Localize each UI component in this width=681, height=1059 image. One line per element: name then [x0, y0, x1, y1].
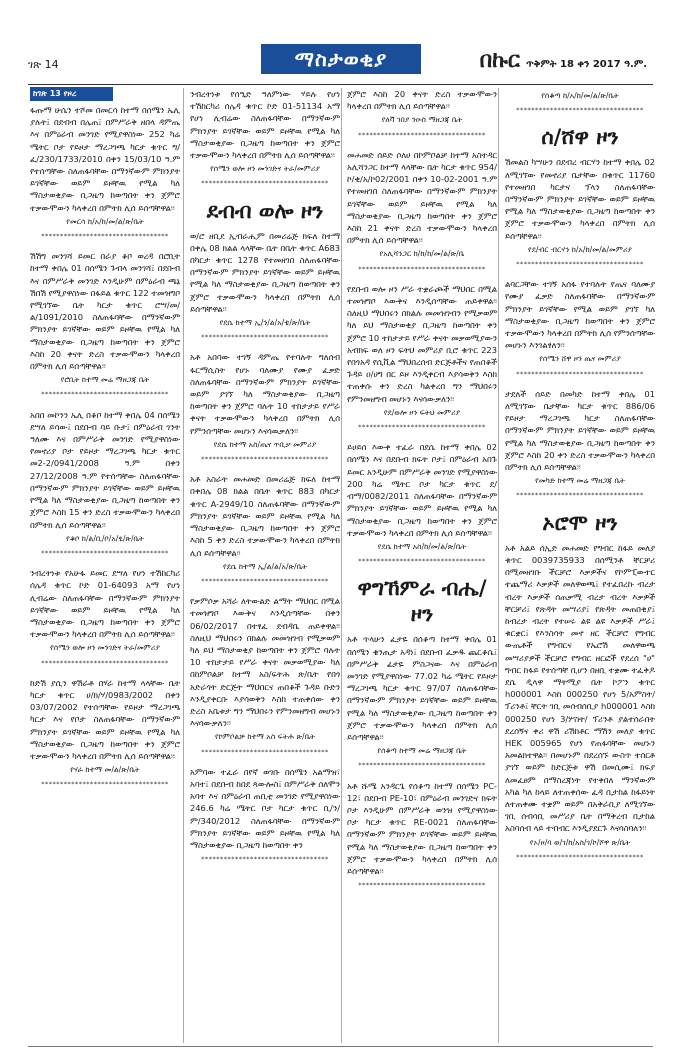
notice-separator: **********************************	[201, 576, 329, 585]
column-divider	[341, 88, 342, 1043]
issue-date: ጥቅምት 18 ቀን 2017 ዓ.ም.	[526, 59, 647, 70]
bottom-rule	[28, 1046, 653, 1047]
notice-signature: የለቫ ገበያ ንዑስ ማዘጋጃ ቤት	[381, 115, 463, 125]
notice-signature: የአሊሻንጋር ከ/ከ/ከ/መ/ል/ጽ/ቤ	[379, 249, 465, 259]
notice-separator: **********************************	[41, 390, 169, 399]
column-1	[30, 104, 180, 799]
notice-signature: የሃራ ከተማ መ/ል/ጽ/ቤት	[70, 765, 140, 775]
notice-separator: **********************************	[358, 557, 486, 566]
notice-text: መሐመድ ሰይድ ሶለሀ በኮምቦልቻ ከተማ አስተዳር አሊሻንጋር ከተማ ላላቸው ቤት ካርታ ቁጥር 954/ኮ/ቂ/አ/ኮ02/2001 በቀን 10-02-2001 ዓ.ም የተመዘገበ ስለጠፋባቸው በማንኛውም ምክንያት ይገኛቸው ወይም ይዞቸዉ የሚል ካለ ማስታወቂያው ቢጋዜጣ ከወጣበት ቀን ጀምሮ እስከ 21 ቀናት ድረስ ተቃውሞውን ካላቀረበ በምትክ ሊሰ ይሰጣቸዋል፡፡	[347, 149, 497, 246]
notice-signature: የሰሜን ወሎ ዞን መንገድና ትራ/መምሪያ	[50, 643, 160, 653]
notice-text: ታደለች ሰይድ በመካድ ከተማ ቀበሌ 01 ለሚገኘው ቤታቸው ካርታ ቁጥር 886/06 የይዞታ ማረጋገጫ ካርታ ስለጠፋባቸው በማንኛውም ምክንያት ይገኛቸው ወይም ይዞቸዉ የሚል ካለ ማስታወቂያው ቢጋዜጣ ከወጣበት ቀን ጀምሮ እስከ 20 ቀን ድረስ ተቃውሞውን ካላቀረበ በምትክ ሊሰ ይሰጣቸዋል፡፡	[505, 388, 655, 473]
notice-signature: የደ/ብር ብርሃን ከ/አ/ከ/መ/ል/መምሪያ	[527, 244, 633, 254]
section-title: ማስታወቂያ	[261, 44, 421, 74]
notice-text: አቶ አልይ ሰኢድ መሐመድ የግብር ከፋይ መለያ ቁጥር 0039735933 በሰሚንቶ ቸርቻሪ በሚመዘገቡ ችርቻሮ እቃዎችና የኮምፒውተር ተጨማሪ እቃዎች መለዋወጫ፤ የተፈበረኩ ብረታ ብረት እቃዎች ሰጠቃሚ ብረታ ብረት እቃዎች ቸርቻሪ፤ የጽዳት መሣሪያ፤ የጽዳት መጠበቂያ፤ ከብረታ ብረት የተሠሩ ልዩ ልዩ እቃዎች ሥራ፤ ቁርቋር፤ የእንስሳት መኖ ዘር ችርቻሮ የግብር ውጤቶች የግብርና የኤሮሽ መለዋወጫ መሣሪያዎች ችርቻሮ የግብር ዘርፎች የደረሰ "ሀ" ግብር ከፋይ የተሰጣቸ ቢሆን በዘቢ ተቋሙ ተፈቅዶ ደሴ ዲላዋ ማትሚያ ቤት ኮፖን ቁጥር h000001 እስከ 000250 የሆነ 5/አምስት/ ፕሪንቶ፤ ቸርት ገቢ መሰብሰቢያ h000001 እስከ 000250 የሆነ 3/ሦስት/ ፕሪንቶ ያልተሰራበት ደረሰኝና ቀሪ ዋሽ ሪሽከቶር ማሽን መለያ ቁጥር HEK 005965 የሆነ የጠፋባቸው መሆኑን አመልክተዋል፡፡ በመሆኑም በደረሰኙ ውስጥ ተሰርቶ ያገኘ ወይም ከድርጅቱ ዋሽ በመሲሙ፤ ክፍያ ለመፈፀም በማስረጃነት የተቀበለ ማንኛውም አካል ካለ ከላይ ለተጠቀሰው ፈዳ ቢታከል ከፋይነት ለተጠቀሙ ተቋም ወይም በአቅራቢያ ለሚገኘው ገቢ ሰብሳቢ መሥሪያ ቤት በማቅረብ ቢታከል አስባሰብ ላይ ተብብር እንዲያደርጉ እናሳስባለን፡፡	[505, 542, 655, 834]
notice-separator: **********************************	[201, 455, 329, 464]
notice-signature: የመካድ ከተማ መሬ ማዘጋጃ ቤት	[535, 476, 625, 486]
notice-separator: **********************************	[358, 881, 486, 890]
notice-signature: የደሴ ከተማ አስ/ከ/መ/ል/ጽ/ቤት	[377, 541, 467, 551]
notice-separator: **********************************	[41, 232, 169, 241]
notice-signature: የደሴ ከተማ ኢ/ል/ል/አ/ጽ/ቤት	[222, 561, 307, 571]
notice-text: ንብረትነቱ የሰዒድ ዓለምነው ሃይሉ የሆነ ተሽከርካሪ ሰሌዳ ቁጥር ኮድ 01-51134 አማ የሆነ ሊብሬው ስለጠፋባቸው በማንኛውም ምክንያት ይገኛቸው ወይም ይዞቸዉ የሚል ካለ ማስታወቂያው ቢጋዜጣ ከወጣበት ቀን ጀምሮ ተቃውሞውን ካላቀረበ በምትክ ሊሰ ይሰጣቸዋል፡፡	[190, 89, 340, 161]
column-2	[190, 88, 340, 873]
header-rule	[28, 84, 653, 85]
notice-signature: የኮምቦልቻ ከተማ አስ ፍትሕ ጽ/ቤት	[215, 732, 315, 742]
notice-separator: **********************************	[516, 106, 644, 115]
notice-separator: **********************************	[516, 260, 644, 269]
notice-text: አቶ ሹሜ አንዳርጌ የሰቆጣ ከተማ በሰሜን PC-12፣ በደቡብ PE-10፣ በምዕራብ መንገድና ክፍት ቦታ እንዲሁም በምሥራቅ ወንዝ የሚያዋስነው ቦታ ካርታ ቁጥር RE-0021 ስለጠፋባቸው በማንኛውም ምክንያት ይገኛቸው ወይም ይዞቸዉ የሚል ካለ ማስታወቂያው ቢጋዜጣ ከወጣበት ቀን ጀምሮ ተቃውሞውን ካላቀረበ በምትክ ሊሰ ይሰጣቸዋል፡፡	[347, 780, 497, 876]
notice-separator: **********************************	[516, 369, 644, 378]
notice-signature: የቆቦ ከ/ል/ቢ/ቦ/አ/ፂ/ጽ/ቤት	[66, 533, 144, 543]
notice-separator: **********************************	[201, 179, 329, 188]
notice-separator: **********************************	[41, 658, 169, 667]
notice-separator: **********************************	[201, 747, 329, 756]
notice-signature: የመርሳ ከ/አ/ከ/መ/ል/ጽ/ቤት	[66, 216, 144, 226]
notice-text: ፋጡማ ሁሴን ተሾመ በመርሳ ከተማ በሰሜን ኤሊ ያሉት፤ በደብብ በሌጠ፤ በምሥራቅ ዘበላ ዳምጤ እና በምዕራብ መንገድ የሚያዋስነው 252 ካሬ ሜትር ቦታ የይዞታ ማረጋገጫ ካርታ ቁጥር ግ/ፈ/230/1733/2010 በቀን 15/03/10 ዓ.ም የተሰጣቸው ስለጠፋባቸው በማንኛውም ምክንያት ይገኛቸው ወይም ይዞቸዉ የሚል ካለ ማስታወቂያው ቢጋዜጣ ከወጣበት ቀን ጀምሮ ተቃውሞውን ካላቀረበ በምትክ ሊሰ ይሰጣቸዋል፡፡	[30, 105, 180, 213]
notice-signature: የኦ/ዞ/ባ ወ/ገ/ከ/አስ/ገ/ኮ/ሾዋ ጽ/ቤት	[529, 837, 631, 847]
zone-heading: ዋግኸምራ ብሔ/ዞን	[357, 576, 487, 627]
column-divider	[183, 88, 184, 1043]
notice-text: አምባው ተፈራ በየኛ ወገቡ በሰሜን አልማዝ፣ አባተ፤ በደቡብ ከበደ ጳውሎስ፤ በምሥራቅ ሰለሞን አባተ እና በምዕራብ ጠቢቲ መንገድ የሚያዋስነው 246.6 ካሬ ሜትር ቦታ ካርታ ቁጥር ቢ/ን/ም/340/2012 ስለጠፋባቸው በማንኛውም ምክንያት ይገኛቸው ወይም ይዞቸዉ የሚል ካለ ማስታወቂያው ቢጋዜጣ ከወጣበት ቀን	[190, 766, 340, 850]
masthead	[480, 48, 647, 73]
continued-badge: ከገጽ 13 የዞረ	[30, 87, 113, 101]
notice-separator: **********************************	[201, 333, 329, 342]
notice-text: ንብረትነቱ የአሁፋ ይመር ደሣለ የሆነ ተሽከርካሪ ሰሌዳ ቁጥር ኮድ 01-64093 አማ የሆነ ሊብሬው ስለጠፋባቸው በማንኛውም ምክንያት ይገኛቸው ወይም ይዞቸዉ የሚል ካለ ማስታወቂያው ቢጋዜጣ ከወጣበት ቀን ጀምሮ ተቃውሞውን ካላቀረበ በምትክ ሊሰ ይሰጣቸዋል፡፡	[30, 568, 180, 640]
page-header	[28, 44, 653, 80]
notice-signature: የሰሜን ወሎ ዞን መንገድና ትራ/መምሪያ	[210, 164, 320, 174]
notice-signature: የደሴ ከተማ ኢ/ን/ል/አ/ቴ/ጽ/ቤት	[219, 318, 311, 328]
notice-signature: የደ/ወሎ ዞን ፍትህ መምሪያ	[383, 407, 461, 417]
column-3	[347, 88, 497, 899]
notice-separator: **********************************	[358, 761, 486, 770]
column-4	[505, 88, 655, 871]
notice-text: አቶ አስራት መሐመድ በመሪሬጅ ክፍለ ከተማ በቀበሌ 08 ክልል በቤት ቁጥር 883 በካርታ ቁጥር A-2949/10 ስለጠፋባቸው በማንኛውም ምክንያት ይገኛቸው ወይም ይዞቸዉ የሚል ካለ ማስታወቂያው ቢጋዜጣ ከወጣበት ቀን ጀምሮ እስከ 5 ቀን ድረስ ተቃውሞውን ካላቀረበ በምትክ ሊሰ ይሰጣቸዋል፡፡	[190, 474, 340, 558]
page-number: ገጽ 14	[28, 58, 59, 71]
notice-text: የቃምሶቃ አሻራ ለትውልድ ልማት ማህበር በሚል ተመዝግቦ እውቅና እንዲሰጣቸው በቀን 06/02/2017 በተፃፈ ደብዳቤ ጠይቀዋል፡፡ ስለዚህ ማህበሩን በክልሉ መመዝገብ የሚቃወም ካለ ይህ ማስታወቂያ ከወጣበት ቀን ጀምሮ ባሉት 10 ተከታታይ የሥራ ቀናት መቃወሚያው ካለ በከምቦልቻ ከተማ አስ/ፍትሕ ጽ/ቤት የበጎ አድራጎት ድርጅት ማህበርና ጠበቆች ጉዳይ ቡድን እንዲያቀርቡ እያሳወቅን እስከ ተጠቀሰው ቀን ድረስ አቤቱታ ግን ማህበሩን የምንመዘግብ መሆኑን እናሳውቃለን፡፡	[190, 596, 340, 729]
notice-text: አበበ መኮንን ኤሊ በቆቦ ከተማ ቀበሌ 04 በሰሜን ደሣለ ይሳው፤ በደቡብ ባይ ቡታ፤ በምዕራብ ገንት ዓለሙ እና በምሥራቅ መንገድ የሚያዋስነው የመኖሪያ ቦታ የይዞታ ማረጋገጫ ካርታ ቁጥር መ2-2/0941/2008 ዓ.ም በቀን 27/12/2008 ዓ.ም የተሰጣቸው ስለጠፋባቸው በማንኛውም ምክንያት ይገኛቸው ወይም ይዞቸዉ የሚል ካለ ማስታወቂያው ቢጋዜጣ ከወጣበት ቀን ጀምሮ እስከ 15 ቀን ድረስ ተቃውሞውን ካላቀረበ በምትክ ሊሰ ይሰጣቸዋል፡፡	[30, 409, 180, 530]
notice-separator: **********************************	[41, 780, 169, 789]
notice-separator: **********************************	[358, 130, 486, 139]
notice-text: ከድሽ ያሲን ዋሽራቶ በሃራ ከተማ ላላቸው ቤት ካርታ ቁጥር ሀ/ክ/ሃ/0983/2002 በቀን 03/07/2002 የተሰጣቸው የይዞታ ማረጋገጫ ካርታ እና የቦታ ስለጠፋባቸው በማንኛውም ምክንያት ይገኛቸው ወይም ይዞቸዉ የሚል ካለ ማስታወቂያው ቢጋዜጣ ከወጣበት ቀን ጀምሮ ተቃውሞውን ካላቀረበ በምትክ ሊሰ ይሰጣቸዋል፡፡	[30, 677, 180, 761]
notice-separator: **********************************	[358, 264, 486, 273]
notice-separator: **********************************	[201, 855, 329, 864]
column-divider	[498, 88, 499, 1043]
notice-signature: የሮቢት ከተማ መሬ ማዘጋጃ ቤት	[60, 375, 150, 385]
notice-text: አቶ ጥላሁን ፈታዬ በሰቆጣ ከተማ ቀበሌ 01 በሰሜን ቄንጢታ አዳነ፤ በደቡብ ፈቃዱ ጨርቆሴ፤ በምሥራቅ ፊታዬ ምስጋናው እና በምዕራብ መንገድ የሚያዋስነው 77.02 ካሬ ሜትር የይዞታ ማረጋገጫ ካርታ ቁጥር 97/07 ስለጠፋባቸው በማንኛውም ምክንያት ይገኛቸው ወይም ይዞቸዉ የሚል ካለ ማስታወቂያው ቢጋዜጣ ከወጣበት ቀን ጀምሮ ተቃውሞውን ካላቀረበ በምትክ ሊሰ ይሰጣቸዋል፡፡	[347, 634, 497, 742]
notice-text: ልባርጋቸው ተገኝ አሰፋ የተባሉት የጤና ባለሙያ የሙያ ፈቃድ ስለጠፋባቸው በማንኛውም ምክንያት ይገኛቸው የሚል ወይም ያገኘ ካለ ማስታወቂያው ቢጋዜጣ ከወጣበት ቀን ጀምሮ ተቃውሞውን ካላቀረበ በምትክ ሊሰ የምንሰጣቸው መሆኑን እንገልፃለን፡፡	[505, 279, 655, 351]
notice-text: ይሀይሰ እውቀ ተፈራ በደሴ ከተማ ቀበሌ 02 በሰሜን እና በደቡብ ክፍት ቦታ፤ በምዕራብ አበጉ ይመር አንዲሁም በምሥራቅ መንገድ የሚያዋስነው 200 ካሬ ሜትር ቦታ ካርታ ቁጥር ደ/ብማ/0082/2011 ስለጠፋባቸው በማንኛውም ምክንያት ይገኛቸው ወይም ይዞቸዉ የሚል ካለ ማስታወቂያው ቢጋዜጣ ከወጣበት ቀን ጀምሮ ተቃውሞውን ካላቀረበ በምትክ ሊሰ ይሰጣቸዋል፡፡	[347, 442, 497, 538]
notice-separator: **********************************	[516, 491, 644, 500]
notice-signature: የሰቆጣ ከ/አ/ከ/መ/ል/ጽ/ቤት	[541, 91, 619, 100]
notice-separator: **********************************	[41, 548, 169, 557]
paper-name: በኩር	[479, 48, 521, 73]
notice-separator: **********************************	[358, 423, 486, 432]
notice-text: አቶ አበባው ተገኝ ዳምጤ የተባሉት ግለሰብ ፋርማሲስት የሆኑ ባለሙያ የሙያ ፈቃድ ስለጠፋባቸው በማንኛውም ምክንያት ይገኛቸው ወይም ያገኘ ካለ ማስታወቂያው ቢጋዜጣ ከወጣበት ቀን ጀምሮ ባሉት 10 ተከታታይ የሥራ ቀናት ተቃውሞውን ካላቀረበ በምትክ ሊሰ የምንሰጣቸው መሆኑን እናሳዉቃለን፡፡	[190, 352, 340, 436]
notice-signature: የሰቆጣ ከተማ መሬ ማዘጋጃ ቤት	[377, 746, 467, 756]
notice-text: ሽሽግ መንገሻ ይመር በራያ ቆቦ ወረዳ በሮቢት ከተማ ቀበሌ 01 በሰሜን ጉብላ መንገሻ፤ በደቡብ እና በምሥራቅ መንገድ እንዲሁም በምዕራብ ጫኔ ሽበሽ የሚያዋስነው በፋይል ቁጥር 122 ተመዝግቦ የሚገኘው ቤት ካርታ ቁጥር ሮሣ/መ/ል/1091/2010 ስለጠፋባቸው በማንኛውም ምክንያት ይገኛቸው ወይም ይዞቸዉ የሚል ካለ ማስታወቂያው ቢጋዜጣ ከወጣበት ቀን ጀምሮ እስከ 20 ቀናት ድረስ ተቃውሞውን ካላቀረበ በምትክ ሊሰ ይሰጣቸዋል፡፡	[30, 251, 180, 372]
zone-heading: ሰ/ሸዋ ዞን	[541, 125, 619, 150]
notice-text: የደቡብ ወሎ ዞን ሥራ ተቋራጮች ማህበር በሚል ተመዝግቦ እውቅና እንዲሰጣቸው ጠይቀዋል፡፡ ስለዚህ ማህበሩን በክልሉ መመዝገብን የሚቃወም ካለ ይህ ማስታወቂያ ቢጋዜጣ ከወጣበት ቀን ጀምሮ 10 ተከታታይ የሥራ ቀናት መቃወሚያውን አብክፍ ወለ ዞን ፍትህ መምሪያ ቢሮ ቁጥር 223 የበጎአዳ የሲቪል ማህበረሰብ ድርጅቶችና የጠበቆች ጉዳይ ዐ/ሀግ በር ይዞ እንዲቀርብ እያሳወቅን እስከ ተጠቀሱ ቀን ድረስ ካልቀረበ ግን ማህበሩን የምንመዘግብ መሆኑን እናሳውቃለን፡፡	[347, 283, 497, 404]
notice-separator: **********************************	[516, 852, 644, 861]
notice-text: ሽመልስ ካሣሁን በደብረ ብርሃን ከተማ ቀበሌ 02 ለሚገኘው የመኖሪያ ቤታቸው በቁጥር 11760 የተመዘገበ ካርታና ፕላን ስለጠፋባቸው በማንኛውም ምክንያት ይገኛቸው ወይም ይዞቸዉ የሚል ካለ ማስታወቂያው ቢጋዜጣ ከወጣበት ቀን ጀምሮ ተቃውሞውን ካላቀረበ በምትክ ሊሰ ይሰጣቸዋል፡፡	[505, 157, 655, 241]
notice-signature: የደሴ ከተማ አስ/ጤና ጥቢቃ መምሪያ	[213, 439, 317, 449]
zone-heading: ደብብ ወሎ ዞን	[206, 198, 324, 223]
notice-text: ጀምሮ እስከ 20 ቀናት ድረስ ተቃውሞውን ካላቀረበ በምትክ ሊሰ ይሰጣቸዋል፡፡	[347, 89, 497, 112]
notice-text: ወ/ሮ ዘቢደ ኢብራሒም በመሪሬጅ ክፍለ ከተማ በቀሌ 08 ክልል ላላቸው ቤት በቤት ቁጥር A683 በካርታ ቁጥር 1278 የተመዘገበ ስለጠፋባቸው በማንኛውም ምክንያት ይገኛቸው ወይም ይዞቸዉ የሚል ካለ ማስታወቂያው ቢጋዜጣ ከወጣበት ቀን ጀምሮ ተቃውሞውን ካላቀረበ በምትክ ሊሰ ይሰጣቸዋል፡፡	[190, 230, 340, 314]
notice-signature: የሰሜን ሸዋ ዞን ጤና መምሪያ	[539, 354, 621, 364]
zone-heading: ኦሮሞ ዞን	[542, 510, 618, 535]
